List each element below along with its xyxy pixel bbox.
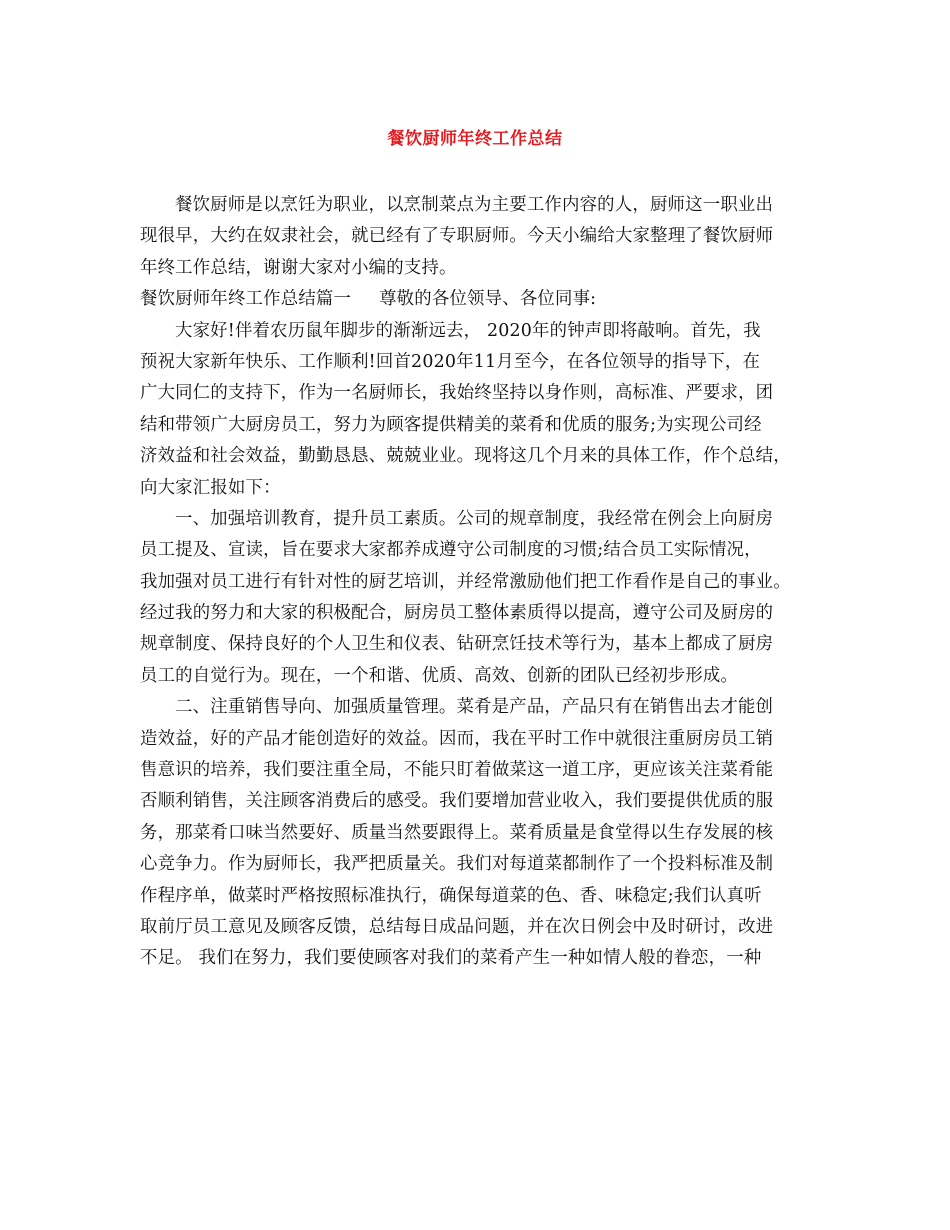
body-line: 员工的自觉行为。现在，一个和谐、优质、高效、创新的团队已经初步形成。 [140, 665, 739, 686]
body-line: 一、加强培训教育，提升员工素质。公司的规章制度，我经常在例会上向厨房 [175, 508, 774, 529]
body-line: 售意识的培养，我们要注重全局，不能只盯着做菜这一道工序，更应该关注菜肴能 [140, 760, 774, 781]
body-line: 员工提及、宣读，旨在要求大家都养成遵守公司制度的习惯;结合员工实际情况， [140, 540, 762, 561]
body-line: 预祝大家新年快乐、工作顺利!回首2020年11月至今，在各位领导的指导下，在 [140, 351, 761, 372]
body-line: 结和带领广大厨房员工，努力为顾客提供精美的菜肴和优质的服务;为实现公司经 [140, 414, 762, 435]
body-line: 不足。 我们在努力，我们要使顾客对我们的菜肴产生一种如情人般的眷恋，一种 [140, 948, 762, 969]
body-line: 否顺利销售，关注顾客消费后的感受。我们要增加营业收入，我们要提供优质的服 [140, 791, 774, 812]
document-title: 餐饮厨师年终工作总结 [387, 129, 563, 149]
body-line: 年终工作总结，谢谢大家对小编的支持。 [140, 257, 457, 278]
body-line: 大家好!伴着农历鼠年脚步的渐渐远去， 2020年的钟声即将敲响。首先，我 [175, 320, 761, 341]
body-line: 取前厅员工意见及顾客反馈，总结每日成品问题，并在次日例会中及时研讨，改进 [140, 916, 774, 937]
body-line: 作程序单，做菜时严格按照标准执行，确保每道菜的色、香、味稳定;我们认真听 [140, 885, 762, 906]
body-line: 二、注重销售导向、加强质量管理。菜肴是产品，产品只有在销售出去才能创 [175, 697, 774, 718]
body-line: 济效益和社会效益，勤勤恳恳、兢兢业业。现将这几个月来的具体工作，作个总结， [140, 446, 791, 467]
body-line: 广大同仁的支持下，作为一名厨师长，我始终坚持以身作则，高标准、严要求，团 [140, 383, 774, 404]
section-heading-line [140, 284, 824, 315]
body-line: 经过我的努力和大家的积极配合，厨房员工整体素质得以提高，遵守公司及厨房的 [140, 603, 774, 624]
body-line: 规章制度、保持良好的个人卫生和仪表、钻研烹饪技术等行为，基本上都成了厨房 [140, 634, 774, 655]
body-line: 造效益，好的产品才能创造好的效益。因而，我在平时工作中就很注重厨房员工销 [140, 728, 774, 749]
body-line: 我加强对员工进行有针对性的厨艺培训，并经常激励他们把工作看作是自己的事业。 [140, 571, 791, 592]
document-body [140, 190, 824, 975]
body-line: 心竞争力。作为厨师长，我严把质量关。我们对每道菜都制作了一个投料标准及制 [140, 854, 774, 875]
salutation: 尊敬的各位领导、各位同事: [379, 289, 597, 310]
body-line: 向大家汇报如下： [140, 477, 281, 498]
body-line: 餐饮厨师是以烹饪为职业，以烹制菜点为主要工作内容的人，厨师这一职业出 [175, 195, 774, 215]
body-line: 务，那菜肴口味当然要好、质量当然要跟得上。菜肴质量是食堂得以生存发展的核 [140, 822, 774, 843]
section-heading: 餐饮厨师年终工作总结篇一 [140, 289, 352, 310]
body-line: 现很早，大约在奴隶社会，就已经有了专职厨师。今天小编给大家整理了餐饮厨师 [140, 226, 774, 247]
